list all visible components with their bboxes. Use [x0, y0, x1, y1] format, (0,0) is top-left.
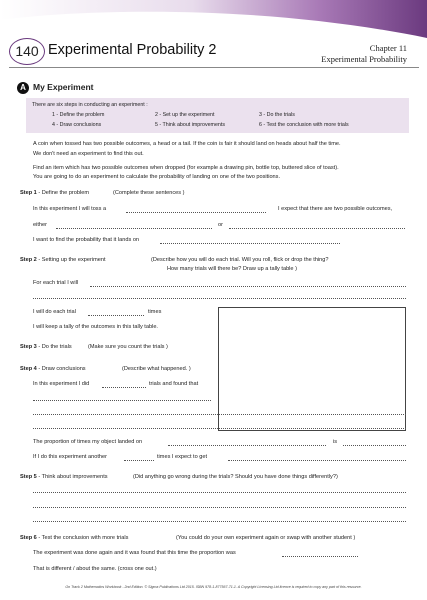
step4-heading: Step 4 - Draw conclusions	[20, 366, 86, 372]
step-summary-item: 2 - Set up the experiment	[155, 112, 215, 118]
step4-line3-text2: times I expect to get	[157, 454, 208, 460]
section-title: My Experiment	[33, 82, 94, 92]
step5-note: (Did anything go wrong during the trials? Should you have done things differently?)	[133, 474, 338, 480]
step4-line1-text: In this experiment I did	[33, 381, 90, 387]
step1-line2-or: or	[218, 222, 223, 228]
answer-line[interactable]	[228, 460, 406, 461]
page-title: Experimental Probability 2	[48, 42, 217, 58]
step-summary-item: 4 - Draw conclusions	[52, 122, 102, 128]
header-swoosh	[0, 0, 427, 48]
intro-paragraph-line: A coin when tossed has two possible outcomes, a head or a tail. If the coin is fair it should land on heads about half the time.	[33, 141, 341, 147]
steps-summary-box	[26, 98, 409, 133]
answer-line[interactable]	[90, 286, 406, 287]
page-number: 140	[9, 38, 45, 65]
step2-note: How many trials will there be? Draw up a tally table )	[167, 266, 297, 272]
answer-line[interactable]	[168, 445, 326, 446]
step2-note: (Describe how you will do each trial. Will you roll, flick or drop the thing?	[151, 257, 329, 263]
step3-note: (Make sure you count the trials )	[88, 344, 168, 350]
answer-line[interactable]	[229, 228, 405, 229]
answer-line[interactable]	[343, 445, 406, 446]
step4-line2-text: The proportion of times my object landed on	[33, 439, 143, 445]
step1-line3-text: I want to find the probability that it lands on	[33, 237, 140, 243]
answer-line[interactable]	[56, 228, 212, 229]
step2-line2-text: I will do each trial	[33, 309, 76, 315]
step1-line2-text: either	[33, 222, 47, 228]
tally-table-box[interactable]	[218, 307, 406, 431]
step4-note: (Describe what happened. )	[122, 366, 191, 372]
chapter-name: Experimental Probability	[321, 53, 407, 64]
answer-line[interactable]	[33, 400, 211, 401]
copyright-footer: On Track 2 Mathematics Workbook - 2nd Edition. © Sigma Publications Ltd 2015. ISBN 978-1-877567-71-1. A Copyright Licensing Ltd licence is required to copy any part of this resource.	[65, 585, 362, 589]
answer-line[interactable]	[124, 460, 154, 461]
answer-line[interactable]	[102, 387, 146, 388]
answer-line[interactable]	[88, 315, 144, 316]
step6-heading: Step 6 - Test the conclusion with more trials	[20, 535, 129, 541]
step4-line3-text: If I do this experiment another	[33, 454, 108, 460]
answer-line[interactable]	[33, 521, 406, 522]
answer-line[interactable]	[33, 507, 406, 508]
step5-heading: Step 5 - Think about improvements	[20, 474, 108, 480]
step6-note: (You could do your own experiment again or swap with another student )	[176, 535, 356, 541]
step2-line3-text: I will keep a tally of the outcomes in this tally table.	[33, 324, 158, 330]
step1-line1-text: In this experiment I will toss a	[33, 206, 107, 212]
answer-line[interactable]	[126, 212, 266, 213]
step4-line1-text2: trials and found that	[149, 381, 199, 387]
intro-paragraph-line: We don't need an experiment to find this out.	[33, 151, 144, 157]
step-summary-item: 5 - Think about improvements	[155, 122, 225, 128]
intro-paragraph-line: You are going to do an experiment to calculate the probability of landing on one of the two positions.	[33, 174, 281, 180]
section-letter-badge: A	[17, 82, 29, 94]
step6-line2-text: That is different / about the same. (cross one out.)	[33, 566, 157, 572]
answer-line[interactable]	[33, 298, 406, 299]
step2-line1-text: For each trial I will	[33, 280, 79, 286]
answer-line[interactable]	[33, 492, 406, 493]
step2-heading: Step 2 - Setting up the experiment	[20, 257, 106, 263]
steps-intro: There are six steps in conducting an experiment :	[32, 102, 148, 108]
step-summary-item: 6 - Test the conclusion with more trials	[259, 122, 349, 128]
chapter-label	[321, 43, 407, 64]
step1-line1-text2: I expect that there are two possible outcomes,	[278, 206, 393, 212]
step-summary-item: 1 - Define the problem	[52, 112, 105, 118]
step3-heading: Step 3 - Do the trials	[20, 344, 72, 350]
step2-line2-times: times	[148, 309, 162, 315]
header-rule	[9, 67, 419, 68]
step1-heading: Step 1 - Define the problem	[20, 190, 90, 196]
chapter-number: Chapter 11	[369, 43, 407, 53]
answer-line[interactable]	[160, 243, 340, 244]
step-summary-item: 3 - Do the trials	[259, 112, 295, 118]
step1-note: (Complete these sentences )	[113, 190, 185, 196]
answer-line[interactable]	[282, 556, 358, 557]
answer-line[interactable]	[33, 414, 406, 415]
answer-line[interactable]	[33, 428, 406, 429]
intro-paragraph-line: Find an item which has two possible outcomes when dropped (for example a drawing pin, bottle top, buttered slice of toast).	[33, 165, 339, 171]
step4-line2-is: is	[333, 439, 338, 445]
step6-line1-text: The experiment was done again and it was found that this time the proportion was	[33, 550, 236, 556]
